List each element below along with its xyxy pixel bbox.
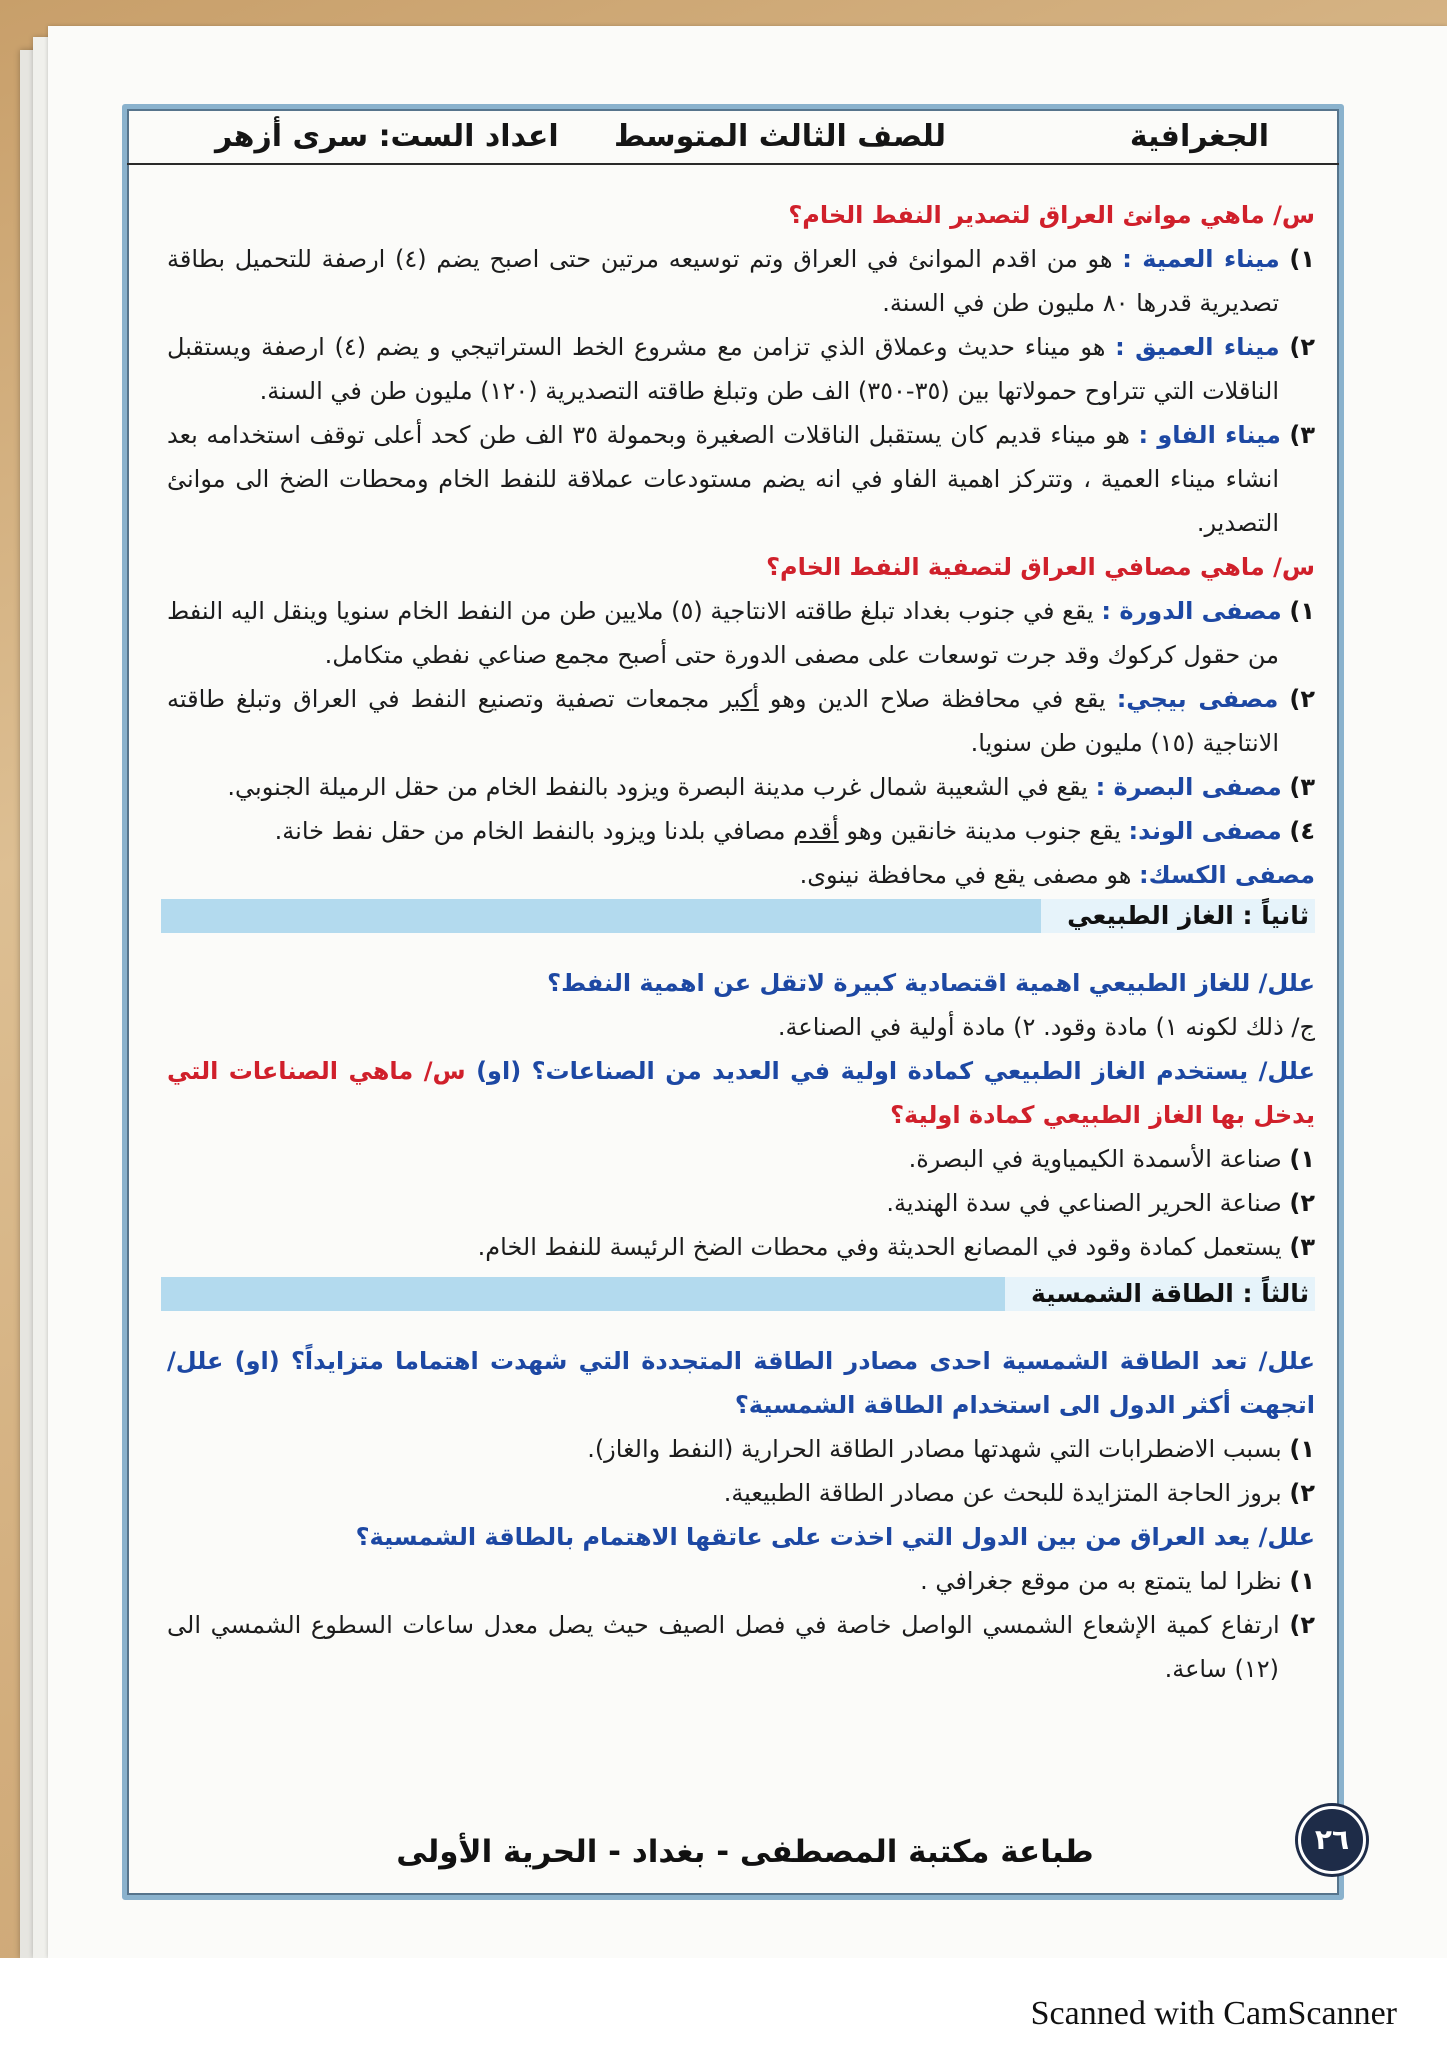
item-number: ٣): [1289, 1233, 1315, 1261]
gas-item: [167, 1225, 1315, 1269]
refinery-item: [167, 677, 1315, 765]
item-text: هو ميناء قديم كان يستقبل الناقلات الصغيرة وبحمولة ٣٥ الف طن كحد أعلى توقف استخدامه بعد انشاء ميناء العمية ، وتتركز اهمية الفاو في انه يضم مستودعات عملاقة للنفط الخام ومحطات الضخ الى موانئ التصدير.: [167, 421, 1279, 537]
refinery-item: [167, 765, 1315, 809]
page-frame: [122, 104, 1344, 1900]
underlined-word: أقدم: [793, 817, 839, 845]
grade-title: للصف الثالث المتوسط: [613, 119, 947, 154]
section-band-solar: [161, 1277, 1315, 1311]
solar-item: [167, 1427, 1315, 1471]
item-text: يقع في محافظة صلاح الدين وهو: [758, 685, 1106, 713]
item-number: ١): [1289, 1145, 1315, 1173]
why-question: علل/ يستخدم الغاز الطبيعي كمادة اولية في العديد من الصناعات؟ (او): [465, 1057, 1315, 1085]
item-number: ١): [1289, 1435, 1315, 1463]
publisher-footer: طباعة مكتبة المصطفى - بغداد - الحرية الأولى: [396, 1834, 1094, 1870]
port-item: [167, 237, 1315, 325]
item-number: ٢): [1289, 333, 1316, 361]
item-label: مصفى الكسك:: [1139, 861, 1315, 889]
ports-question: س/ ماهي موانئ العراق لتصدير النفط الخام؟: [788, 201, 1315, 229]
port-item: [167, 413, 1315, 545]
page-content: [167, 193, 1315, 1691]
item-text: يقع في جنوب بغداد تبلغ طاقته الانتاجية (٥) ملايين طن من النفط الخام سنويا وينقل اليه النفط من حقول كركوك وقد جرت توسعات على مصفى الدورة حتى أصبح مجمع صناعي نفطي متكامل.: [167, 597, 1279, 669]
item-label: ميناء الفاو :: [1138, 421, 1281, 449]
item-number: ٢): [1289, 685, 1315, 713]
gas-question-2: [167, 1049, 1315, 1137]
gas-answer: ج/ ذلك لكونه ١) مادة وقود. ٢) مادة أولية في الصناعة.: [777, 1013, 1315, 1041]
item-number: ٢): [1289, 1611, 1315, 1639]
section-heading: ثالثاً : الطاقة الشمسية: [1005, 1277, 1315, 1311]
item-label: مصفى الدورة :: [1101, 597, 1282, 625]
item-text: مصافي بلدنا ويزود بالنفط الخام من حقل نفط خانة.: [274, 817, 794, 845]
item-text: نظرا لما يتمتع به من موقع جغرافي .: [920, 1567, 1282, 1595]
item-number: ٣): [1289, 421, 1315, 449]
item-number: ٤): [1289, 817, 1315, 845]
scanner-watermark: Scanned with CamScanner: [1030, 1995, 1397, 2032]
item-text: ارتفاع كمية الإشعاع الشمسي الواصل خاصة في فصل الصيف حيث يصل معدل ساعات السطوع الشمسي الى (١٢) ساعة.: [167, 1611, 1280, 1683]
item-number: ٢): [1289, 1479, 1315, 1507]
item-number: ٣): [1289, 773, 1315, 801]
refinery-extra: [167, 853, 1315, 897]
question: س/ ماهي الصناعات التي يدخل بها الغاز الطبيعي كمادة اولية؟: [167, 1057, 1315, 1129]
item-text: صناعة الحرير الصناعي في سدة الهندية.: [886, 1189, 1282, 1217]
refinery-item: [167, 589, 1315, 677]
item-label: مصفى البصرة :: [1095, 773, 1282, 801]
item-text: هو مصفى يقع في محافظة نينوى.: [799, 861, 1132, 889]
author-credit: اعداد الست: سرى أزهر: [215, 119, 559, 154]
underlined-word: أكبر: [720, 685, 759, 713]
item-number: ١): [1289, 245, 1316, 273]
solar-why-question: علل/ يعد العراق من بين الدول التي اخذت على عاتقها الاهتمام بالطاقة الشمسية؟: [355, 1523, 1315, 1551]
page-header: [127, 109, 1339, 165]
item-text: هو ميناء حديث وعملاق الذي تزامن مع مشروع الخط الستراتيجي و يضم (٤) ارصفة ويستقبل الناقلات التي تتراوح حمولاتها بين (٣٥-٣٥٠) الف طن وتبلغ طاقته التصديرية (١٢٠) مليون طن في السنة.: [167, 333, 1279, 405]
solar-why-question: علل/ تعد الطاقة الشمسية احدى مصادر الطاقة المتجددة التي شهدت اهتماما متزايداً؟ (او) علل/ اتجهت أكثر الدول الى استخدام الطاقة الشمسية؟: [167, 1347, 1315, 1419]
gas-item: [167, 1181, 1315, 1225]
refinery-item: [167, 809, 1315, 853]
item-text: مجمعات تصفية وتصنيع النفط في العراق وتبلغ طاقته الانتاجية (١٥) مليون طن سنويا.: [167, 685, 1279, 757]
item-number: ١): [1289, 1567, 1315, 1595]
item-text: يقع جنوب مدينة خانقين وهو: [838, 817, 1121, 845]
item-text: يقع في الشعيبة شمال غرب مدينة البصرة ويزود بالنفط الخام من حقل الرميلة الجنوبي.: [227, 773, 1088, 801]
page-number-badge: ٢٦: [1298, 1806, 1366, 1874]
item-text: بروز الحاجة المتزايدة للبحث عن مصادر الطاقة الطبيعية.: [723, 1479, 1282, 1507]
section-heading: ثانياً : الغاز الطبيعي: [1041, 899, 1315, 933]
item-label: ميناء العمية :: [1122, 245, 1280, 273]
solar-item: [167, 1471, 1315, 1515]
refineries-question: س/ ماهي مصافي العراق لتصفية النفط الخام؟: [766, 553, 1315, 581]
section-band-gas: [161, 899, 1315, 933]
port-item: [167, 325, 1315, 413]
item-text: صناعة الأسمدة الكيمياوية في البصرة.: [908, 1145, 1282, 1173]
item-text: هو من اقدم الموانئ في العراق وتم توسيعه مرتين حتى اصبح يضم (٤) ارصفة للتحميل بطاقة تصديرية قدرها ٨٠ مليون طن في السنة.: [167, 245, 1279, 317]
item-number: ١): [1289, 597, 1316, 625]
solar-item: [167, 1603, 1315, 1691]
item-text: يستعمل كمادة وقود في المصانع الحديثة وفي محطات الضخ الرئيسة للنفط الخام.: [477, 1233, 1282, 1261]
gas-why-question: علل/ للغاز الطبيعي اهمية اقتصادية كبيرة لاتقل عن اهمية النفط؟: [547, 969, 1315, 997]
item-label: مصفى الوند:: [1128, 817, 1282, 845]
gas-item: [167, 1137, 1315, 1181]
item-number: ٢): [1289, 1189, 1315, 1217]
solar-item: [167, 1559, 1315, 1603]
item-label: ميناء العميق :: [1115, 333, 1280, 361]
subject-title: الجغرافية: [1129, 119, 1269, 154]
item-text: بسبب الاضطرابات التي شهدتها مصادر الطاقة الحرارية (النفط والغاز).: [587, 1435, 1282, 1463]
item-label: مصفى بيجي:: [1116, 685, 1279, 713]
